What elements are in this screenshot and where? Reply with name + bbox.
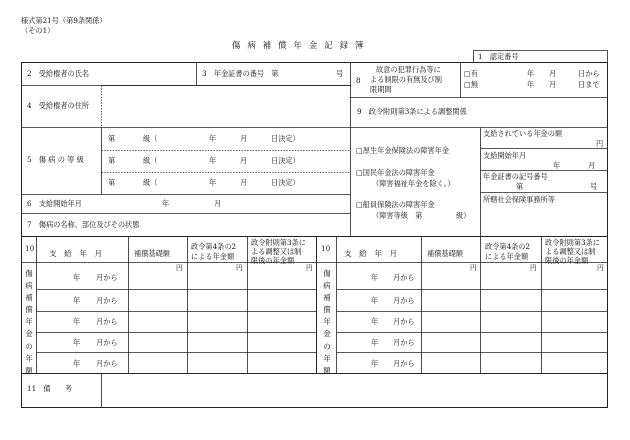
pension-amount-label: 支給されている年金の額 — [483, 129, 563, 138]
payment-start-month: 月 — [588, 161, 596, 170]
recipient-name-field[interactable] — [102, 63, 195, 85]
injury-name-label: 7 傷病の名称、部位及びその状態 — [27, 220, 140, 229]
pension-vertical-label-left: 傷 病 補 償 年 金 の 年 額 — [25, 269, 33, 375]
col-adj-right-3: 限後の年金額 — [545, 256, 589, 265]
col-art4-right-2: による年金額 — [485, 252, 529, 261]
grade-row-3-month: 月 — [240, 178, 248, 187]
recipient-address-label: 4 受給権者の住所 — [27, 101, 90, 110]
pension-option-national[interactable]: □国民年金法の障害年金 — [356, 168, 435, 177]
restriction-label-line2: よる制限の有無及び制 — [370, 75, 442, 84]
form-number: 様式第21号（第9条関係） — [21, 16, 107, 25]
certificate-code-dai: 第 — [516, 182, 524, 191]
recipient-address-field[interactable] — [102, 86, 349, 127]
col-adj-right-1: 政令附則第3条に — [545, 238, 600, 247]
adj-unit-right: 円 — [597, 264, 604, 272]
restriction-number: 8 — [356, 76, 361, 85]
left-row-1-year: 年 — [73, 273, 81, 282]
col-art4-left-1: 政令第4条の2 — [191, 242, 237, 251]
base-unit-right: 円 — [470, 264, 477, 272]
certificate-code-label: 年金証書の記号番号 — [483, 172, 548, 181]
right-row-3-from: 月から — [393, 317, 415, 326]
col-base-left: 補償基礎額 — [134, 249, 170, 258]
grade-row-2-dai: 第 — [108, 156, 116, 165]
adj-unit-left: 円 — [306, 264, 313, 272]
page-title: 傷病補償年金記録簿 — [232, 40, 371, 50]
form-sub-number: （その1） — [21, 26, 55, 35]
grade-row-2-day: 日決定） — [271, 156, 300, 165]
injury-grade-label: 5 傷 病 の 等 級 — [27, 155, 84, 164]
certificate-number-label: 3 年金証書の番号 第 — [202, 69, 279, 78]
restriction-yes-checkbox[interactable]: □有 — [464, 69, 478, 78]
adjustment-label: 9 政令附則第3条による調整関係 — [357, 107, 467, 116]
right-row-1-year: 年 — [371, 273, 379, 282]
remarks-field[interactable] — [102, 374, 607, 407]
right-row-4-year: 年 — [371, 338, 379, 347]
start-date-label: 6 支給開始年月 — [27, 199, 82, 208]
right-row-2-from: 月から — [393, 296, 415, 305]
restriction-no-checkbox[interactable]: □無 — [464, 80, 478, 89]
certificate-number-suffix: 号 — [336, 69, 344, 78]
col-art4-right-1: 政令第4条の2 — [485, 242, 531, 251]
col-base-right: 補償基礎額 — [427, 249, 463, 258]
restriction-yes-from: 日から — [578, 69, 600, 78]
right-row-5-year: 年 — [371, 359, 379, 368]
restriction-yes-month: 月 — [549, 69, 557, 78]
left-row-3-year: 年 — [73, 317, 81, 326]
col-art4-left-2: による年金額 — [191, 252, 235, 261]
pension-option-seamen-grade-end: 級） — [456, 211, 471, 220]
grade-row-1-year: 年 — [209, 134, 217, 143]
right-row-2-year: 年 — [371, 296, 379, 305]
cert-number-field[interactable] — [540, 51, 606, 61]
col-adj-left-2: よる調整又は制 — [251, 247, 302, 256]
grade-row-2-month: 月 — [240, 156, 248, 165]
art4-unit-left: 円 — [236, 264, 243, 272]
right-row-3-year: 年 — [371, 317, 379, 326]
left-row-4-year: 年 — [73, 338, 81, 347]
col-adj-left-1: 政令附則第3条に — [251, 238, 306, 247]
grade-row-1-kyu: 級（ — [143, 134, 158, 143]
grade-row-3-kyu: 級（ — [143, 178, 158, 187]
start-date-year: 年 — [162, 199, 170, 208]
grade-row-1-day: 日決定） — [271, 134, 300, 143]
left-row-1-from: 月から — [96, 273, 118, 282]
pension-option-seamen[interactable]: □船員保険法の障害年金 — [356, 200, 435, 209]
remarks-label: 11 備 考 — [27, 384, 73, 393]
cert-number-label: 1 認定番号 — [478, 52, 519, 61]
pension-amount-unit: 円 — [596, 139, 604, 148]
restriction-no-month: 月 — [549, 80, 557, 89]
base-unit-left: 円 — [176, 264, 183, 272]
col-adj-right-2: よる調整又は制 — [545, 247, 596, 256]
pension-option-national-note: （障害福祉年金を除く。） — [372, 179, 455, 188]
pension-option-seamen-grade: （障害等級 第 — [372, 211, 423, 220]
left-row-5-year: 年 — [73, 359, 81, 368]
left-row-5-from: 月から — [96, 359, 118, 368]
left-row-2-from: 月から — [96, 296, 118, 305]
certificate-code-go: 号 — [590, 182, 598, 191]
col-period-left: 支 給 年 月 — [49, 249, 103, 258]
right-row-1-from: 月から — [393, 273, 415, 282]
recipient-name-label: 2 受給権者の氏名 — [27, 69, 90, 78]
payment-start-label: 支給開始年月 — [483, 151, 527, 160]
left-row-2-year: 年 — [73, 296, 81, 305]
restriction-yes-year: 年 — [527, 69, 535, 78]
restriction-label-line1: 故意の犯罪行為等に — [376, 65, 441, 74]
grade-row-3-day: 日決定） — [271, 178, 300, 187]
left-row-4-from: 月から — [96, 338, 118, 347]
restriction-label-line3: 限期間 — [370, 85, 392, 94]
col-adj-left-3: 限後の年金額 — [251, 256, 295, 265]
grade-row-1-dai: 第 — [108, 134, 116, 143]
right-row-5-from: 月から — [393, 359, 415, 368]
payment-start-year: 年 — [553, 161, 561, 170]
restriction-no-until: 日まで — [578, 80, 600, 89]
right-row-4-from: 月から — [393, 338, 415, 347]
pension-vertical-label-right: 傷 病 補 償 年 金 の 年 額 — [323, 269, 331, 375]
art4-unit-right: 円 — [530, 264, 537, 272]
grade-row-3-year: 年 — [209, 178, 217, 187]
restriction-no-year: 年 — [527, 80, 535, 89]
grade-row-2-year: 年 — [209, 156, 217, 165]
grade-row-1-month: 月 — [240, 134, 248, 143]
start-date-month: 月 — [214, 199, 222, 208]
left-row-3-from: 月から — [96, 317, 118, 326]
grade-row-2-kyu: 級（ — [143, 156, 158, 165]
pension-table-number-right: 10 — [321, 244, 331, 253]
grade-row-3-dai: 第 — [108, 178, 116, 187]
insurance-office-label: 所轄社会保険事務所等 — [483, 195, 555, 204]
col-period-right: 支 給 年 月 — [344, 249, 398, 258]
pension-option-welfare[interactable]: □厚生年金保険法の障害年金 — [356, 146, 450, 155]
pension-table-number-left: 10 — [25, 244, 35, 253]
injury-name-field[interactable] — [140, 214, 349, 236]
